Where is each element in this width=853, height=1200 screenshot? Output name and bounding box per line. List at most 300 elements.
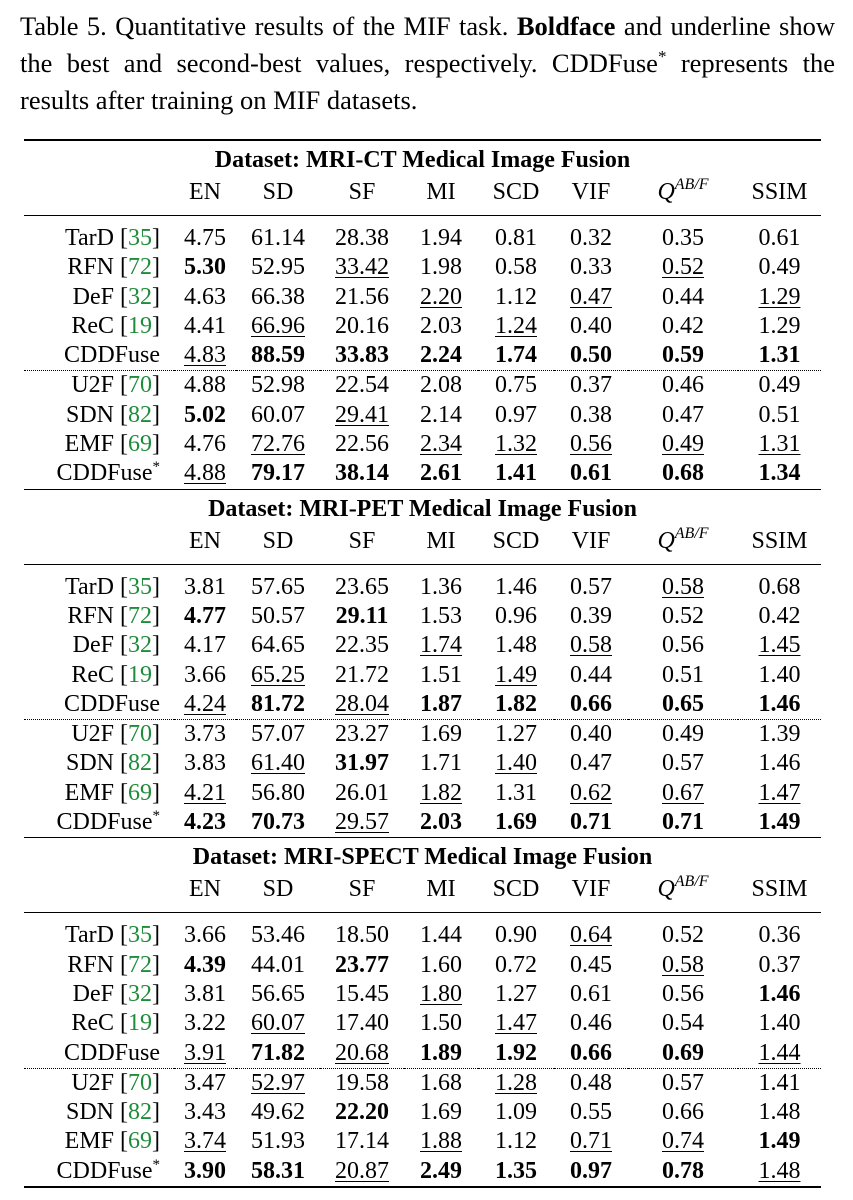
- value-cell: [738, 401, 821, 430]
- value-cell: [738, 913, 821, 951]
- method-cell: TarD [35]: [24, 564, 174, 602]
- value-cell: [320, 749, 404, 778]
- header-scd: SCD: [492, 527, 540, 554]
- value-cell: [404, 1009, 478, 1038]
- value-text: 0.58: [570, 632, 612, 659]
- value-cell: [236, 749, 320, 778]
- value-cell: [478, 459, 554, 489]
- value-cell: [174, 661, 236, 690]
- value-cell: [404, 1157, 478, 1187]
- value-cell: [554, 1068, 628, 1098]
- method-cell: CDDFuse*: [56, 808, 160, 836]
- header-ssim: SSIM: [751, 179, 808, 205]
- star-mark: *: [152, 1156, 160, 1173]
- value-cell: [236, 216, 320, 254]
- table-row: [24, 1157, 821, 1187]
- value-cell: [320, 1009, 404, 1038]
- value-cell: [174, 1068, 236, 1098]
- section-title-row: [24, 140, 821, 176]
- value-text: 0.45: [570, 951, 612, 978]
- value-text: 3.81: [184, 573, 226, 600]
- value-text: 0.57: [570, 573, 612, 600]
- method-cell: RFN [72]: [67, 602, 160, 629]
- value-cell: [320, 1068, 404, 1098]
- value-cell: [320, 1127, 404, 1156]
- value-cell: [628, 253, 738, 282]
- header-row: [24, 525, 821, 565]
- value-cell: [628, 661, 738, 690]
- value-cell: [174, 564, 236, 602]
- value-text: 1.46: [758, 750, 801, 777]
- reference-link[interactable]: 70: [128, 372, 152, 399]
- value-text: 20.16: [335, 312, 389, 339]
- method-cell: DeF [32]: [72, 283, 160, 310]
- value-text: 3.43: [184, 1099, 226, 1126]
- value-cell: [554, 1098, 628, 1127]
- value-cell: [478, 401, 554, 430]
- value-cell: [404, 216, 478, 254]
- value-cell: [738, 980, 821, 1009]
- value-cell: [738, 1039, 821, 1069]
- value-text: 29.57: [335, 809, 389, 836]
- value-cell: [320, 720, 404, 750]
- value-text: 2.20: [420, 283, 462, 310]
- value-text: 65.25: [251, 661, 305, 688]
- table-row: [24, 216, 821, 254]
- table-row: [24, 1098, 821, 1127]
- value-text: 1.74: [495, 342, 537, 369]
- reference-link[interactable]: 82: [128, 1099, 152, 1126]
- value-text: 1.28: [495, 1069, 537, 1096]
- table-row: [24, 1009, 821, 1038]
- value-text: 1.49: [758, 809, 801, 836]
- value-text: 0.47: [570, 750, 612, 777]
- table-row: [24, 631, 821, 660]
- reference-link[interactable]: 70: [128, 1069, 152, 1096]
- value-cell: [478, 1068, 554, 1098]
- value-cell: [738, 1068, 821, 1098]
- dataset-title: Dataset: MRI-PET Medical Image Fusion: [24, 489, 821, 525]
- reference-link[interactable]: 69: [128, 431, 152, 458]
- value-cell: [738, 602, 821, 631]
- header-sd: SD: [262, 527, 294, 554]
- value-text: 1.31: [758, 431, 801, 458]
- reference-link[interactable]: 72: [128, 254, 152, 281]
- table-row: [24, 1127, 821, 1156]
- value-text: 1.80: [420, 980, 462, 1007]
- value-text: 28.04: [335, 690, 389, 717]
- value-text: 1.35: [495, 1157, 537, 1184]
- value-text: 1.92: [495, 1039, 537, 1066]
- value-cell: [320, 661, 404, 690]
- value-text: 1.47: [758, 779, 801, 806]
- table-row: [24, 980, 821, 1009]
- value-cell: [404, 1127, 478, 1156]
- star-mark: *: [152, 808, 160, 825]
- caption-suffix: represents the results after training on MIF datasets.: [20, 48, 835, 115]
- value-cell: [738, 1157, 821, 1187]
- value-text: 0.59: [662, 342, 704, 369]
- value-text: 0.52: [662, 254, 704, 281]
- reference-link[interactable]: 19: [128, 1010, 152, 1037]
- table-row: [24, 602, 821, 631]
- reference-link[interactable]: 69: [128, 779, 152, 806]
- value-text: 0.57: [662, 750, 704, 777]
- value-cell: [738, 1009, 821, 1038]
- value-text: 58.31: [251, 1157, 305, 1184]
- value-text: 23.77: [335, 951, 389, 978]
- value-text: 0.47: [662, 401, 704, 428]
- header-method: [24, 873, 174, 913]
- value-text: 4.41: [184, 312, 226, 339]
- reference-link[interactable]: 70: [128, 721, 152, 748]
- value-cell: [554, 808, 628, 838]
- value-text: 0.52: [662, 922, 704, 949]
- value-cell: [554, 371, 628, 401]
- value-cell: [628, 980, 738, 1009]
- value-text: 3.66: [184, 661, 226, 688]
- value-text: 22.20: [335, 1099, 389, 1126]
- reference-link[interactable]: 72: [128, 951, 152, 978]
- value-text: 1.40: [495, 750, 537, 777]
- value-cell: [320, 216, 404, 254]
- value-text: 57.07: [251, 721, 305, 748]
- value-text: 4.24: [184, 690, 226, 717]
- header-scd: SCD: [492, 179, 540, 205]
- value-text: 0.52: [662, 602, 704, 629]
- header-en: EN: [189, 876, 221, 903]
- reference-link[interactable]: 35: [128, 573, 152, 600]
- value-cell: [404, 253, 478, 282]
- value-text: 0.66: [570, 1039, 612, 1066]
- value-cell: [478, 1098, 554, 1127]
- reference-link[interactable]: 35: [128, 922, 152, 949]
- value-text: 0.42: [758, 602, 801, 629]
- value-text: 31.97: [335, 750, 389, 777]
- value-cell: [738, 253, 821, 282]
- header-mi: MI: [426, 527, 456, 554]
- value-text: 2.24: [420, 342, 462, 369]
- value-text: 0.56: [662, 632, 704, 659]
- reference-link[interactable]: 69: [128, 1128, 152, 1155]
- header-method: [24, 176, 174, 216]
- value-text: 0.38: [570, 401, 612, 428]
- value-text: 1.60: [420, 951, 462, 978]
- value-cell: [404, 690, 478, 720]
- table-row: [24, 951, 821, 980]
- value-text: 2.49: [420, 1157, 462, 1184]
- value-cell: [174, 1098, 236, 1127]
- value-cell: [174, 1157, 236, 1187]
- value-text: 29.11: [335, 602, 389, 629]
- caption-star: *: [657, 47, 667, 66]
- value-cell: [554, 216, 628, 254]
- value-cell: [628, 401, 738, 430]
- value-text: 1.29: [758, 312, 801, 339]
- value-cell: [174, 371, 236, 401]
- value-cell: [236, 253, 320, 282]
- value-cell: [404, 749, 478, 778]
- value-cell: [320, 430, 404, 459]
- value-cell: [320, 401, 404, 430]
- table-row: [24, 913, 821, 951]
- value-text: 15.45: [335, 980, 389, 1007]
- reference-link[interactable]: 19: [128, 312, 152, 339]
- value-text: 0.67: [662, 779, 704, 806]
- value-cell: [174, 779, 236, 808]
- header-sd: SD: [262, 876, 294, 903]
- method-cell: TarD [35]: [24, 216, 174, 254]
- table-row: [24, 253, 821, 282]
- value-cell: [236, 312, 320, 341]
- value-text: 1.49: [758, 1128, 801, 1155]
- header-scd: SCD: [492, 876, 540, 903]
- value-cell: [320, 283, 404, 312]
- value-cell: [554, 401, 628, 430]
- value-text: 3.22: [184, 1010, 226, 1037]
- table-row: [24, 749, 821, 778]
- value-cell: [738, 1098, 821, 1127]
- value-cell: [738, 430, 821, 459]
- value-cell: [320, 312, 404, 341]
- value-cell: [628, 341, 738, 371]
- value-cell: [174, 430, 236, 459]
- value-text: 70.73: [251, 809, 305, 836]
- value-text: 1.27: [495, 721, 537, 748]
- reference-link[interactable]: 35: [128, 225, 152, 251]
- value-text: 0.40: [570, 721, 612, 748]
- value-cell: [320, 1098, 404, 1127]
- header-vif: VIF: [571, 876, 611, 903]
- value-cell: [404, 283, 478, 312]
- value-cell: [628, 779, 738, 808]
- value-cell: [404, 808, 478, 838]
- value-text: 52.98: [251, 372, 305, 399]
- value-cell: [738, 631, 821, 660]
- value-cell: [320, 371, 404, 401]
- reference-link[interactable]: 82: [128, 750, 152, 777]
- value-text: 1.69: [420, 1099, 462, 1126]
- value-text: 1.88: [420, 1128, 462, 1155]
- table-row: [24, 808, 821, 838]
- value-cell: [404, 459, 478, 489]
- value-cell: [554, 913, 628, 951]
- value-text: 0.81: [495, 225, 537, 251]
- value-cell: [320, 631, 404, 660]
- value-cell: [404, 602, 478, 631]
- value-cell: [628, 1098, 738, 1127]
- header-en: EN: [189, 527, 221, 554]
- table-row: [24, 341, 821, 371]
- value-text: 1.24: [495, 312, 537, 339]
- value-text: 0.61: [758, 225, 801, 251]
- value-cell: [478, 980, 554, 1009]
- value-text: 79.17: [251, 460, 305, 487]
- method-cell: EMF [69]: [64, 431, 160, 458]
- value-text: 4.83: [184, 342, 226, 369]
- value-cell: [320, 808, 404, 838]
- value-text: 1.98: [420, 254, 462, 281]
- value-cell: [174, 749, 236, 778]
- value-text: 0.42: [662, 312, 704, 339]
- value-text: 2.14: [420, 401, 462, 428]
- header-vif: VIF: [571, 527, 611, 554]
- header-method: [24, 525, 174, 565]
- header-ssim: SSIM: [751, 876, 808, 903]
- header-en: EN: [189, 179, 221, 205]
- value-cell: [236, 980, 320, 1009]
- reference-link[interactable]: 32: [128, 980, 152, 1007]
- value-text: 0.71: [662, 809, 704, 836]
- value-cell: [404, 1068, 478, 1098]
- reference-link[interactable]: 32: [128, 632, 152, 659]
- value-cell: [174, 1127, 236, 1156]
- value-text: 3.83: [184, 750, 226, 777]
- value-text: 66.38: [251, 283, 305, 310]
- method-cell: U2F [70]: [24, 1068, 174, 1098]
- method-cell: EMF [69]: [64, 779, 160, 806]
- value-cell: [174, 1009, 236, 1038]
- value-text: 0.44: [662, 283, 704, 310]
- value-text: 38.14: [335, 460, 389, 487]
- method-cell: CDDFuse: [63, 1039, 160, 1066]
- value-text: 1.36: [420, 573, 462, 600]
- value-cell: [236, 913, 320, 951]
- value-text: 1.51: [420, 661, 462, 688]
- value-cell: [320, 690, 404, 720]
- value-text: 51.93: [251, 1128, 305, 1155]
- value-cell: [478, 720, 554, 750]
- header-q-sup: AB/F: [674, 873, 709, 891]
- value-text: 17.14: [335, 1128, 389, 1155]
- value-text: 1.46: [495, 573, 537, 600]
- dataset-title: Dataset: MRI-SPECT Medical Image Fusion: [24, 838, 821, 874]
- value-text: 0.74: [662, 1128, 704, 1155]
- value-text: 3.73: [184, 721, 226, 748]
- header-q-letter: Q: [657, 527, 675, 554]
- value-text: 18.50: [335, 922, 389, 949]
- reference-link[interactable]: 72: [128, 602, 152, 629]
- value-cell: [738, 564, 821, 602]
- value-cell: [174, 913, 236, 951]
- method-cell: CDDFuse: [63, 690, 160, 717]
- value-text: 17.40: [335, 1010, 389, 1037]
- caption-mid: and underline show the best and second-best values, respectively. CDDFuse: [20, 11, 836, 78]
- reference-link[interactable]: 32: [128, 283, 152, 310]
- value-cell: [174, 1039, 236, 1069]
- value-cell: [628, 602, 738, 631]
- method-cell: ReC [19]: [71, 661, 160, 688]
- value-cell: [478, 253, 554, 282]
- header-ssim: SSIM: [751, 527, 808, 554]
- value-text: 1.32: [495, 431, 537, 458]
- value-cell: [478, 690, 554, 720]
- value-text: 1.50: [420, 1010, 462, 1037]
- value-cell: [320, 1157, 404, 1187]
- value-text: 5.02: [184, 401, 226, 428]
- value-text: 28.38: [335, 225, 389, 251]
- value-cell: [404, 430, 478, 459]
- value-text: 1.69: [420, 721, 462, 748]
- reference-link[interactable]: 82: [128, 401, 152, 428]
- value-cell: [478, 564, 554, 602]
- value-cell: [738, 661, 821, 690]
- value-cell: [628, 1127, 738, 1156]
- method-cell: ReC [19]: [71, 312, 160, 339]
- value-text: 56.80: [251, 779, 305, 806]
- value-text: 1.47: [495, 1010, 537, 1037]
- table-row: [24, 1039, 821, 1069]
- value-text: 0.49: [662, 721, 704, 748]
- value-cell: [404, 1039, 478, 1069]
- value-text: 0.97: [570, 1157, 612, 1184]
- star-mark: *: [152, 459, 160, 476]
- value-cell: [320, 1039, 404, 1069]
- value-cell: [236, 720, 320, 750]
- value-cell: [174, 808, 236, 838]
- value-cell: [404, 779, 478, 808]
- value-text: 0.62: [570, 779, 612, 806]
- value-cell: [554, 1009, 628, 1038]
- value-cell: [404, 401, 478, 430]
- header-q-sup: AB/F: [674, 524, 709, 542]
- value-cell: [320, 602, 404, 631]
- value-cell: [554, 253, 628, 282]
- method-cell: DeF [32]: [72, 632, 160, 659]
- value-text: 4.63: [184, 283, 226, 310]
- value-cell: [404, 913, 478, 951]
- value-cell: [478, 779, 554, 808]
- value-text: 0.47: [570, 283, 612, 310]
- value-cell: [236, 1127, 320, 1156]
- value-cell: [174, 401, 236, 430]
- value-text: 3.81: [184, 980, 226, 1007]
- header-q: [628, 176, 738, 216]
- method-cell: RFN [72]: [67, 951, 160, 978]
- value-cell: [554, 720, 628, 750]
- method-cell: ReC [19]: [71, 1010, 160, 1037]
- value-text: 0.66: [662, 1099, 704, 1126]
- value-cell: [738, 690, 821, 720]
- value-text: 1.40: [758, 1010, 801, 1037]
- value-text: 1.87: [420, 690, 462, 717]
- value-cell: [628, 720, 738, 750]
- value-cell: [174, 602, 236, 631]
- value-text: 4.23: [184, 809, 226, 836]
- value-text: 0.75: [495, 372, 537, 399]
- value-cell: [236, 602, 320, 631]
- value-text: 19.58: [335, 1069, 389, 1096]
- section-title-row: [24, 489, 821, 525]
- value-cell: [738, 216, 821, 254]
- method-cell: DeF [32]: [72, 980, 160, 1007]
- value-text: 88.59: [251, 342, 305, 369]
- value-text: 60.07: [251, 1010, 305, 1037]
- value-text: 1.09: [495, 1099, 537, 1126]
- value-cell: [236, 564, 320, 602]
- value-text: 4.77: [184, 602, 226, 629]
- value-text: 1.82: [495, 690, 537, 717]
- reference-link[interactable]: 19: [128, 661, 152, 688]
- value-text: 22.35: [335, 632, 389, 659]
- value-cell: [554, 1127, 628, 1156]
- value-cell: [478, 749, 554, 778]
- header-mi: MI: [426, 179, 456, 205]
- value-text: 0.90: [495, 922, 537, 949]
- value-cell: [404, 312, 478, 341]
- value-text: 4.88: [184, 372, 226, 399]
- value-text: 2.08: [420, 372, 462, 399]
